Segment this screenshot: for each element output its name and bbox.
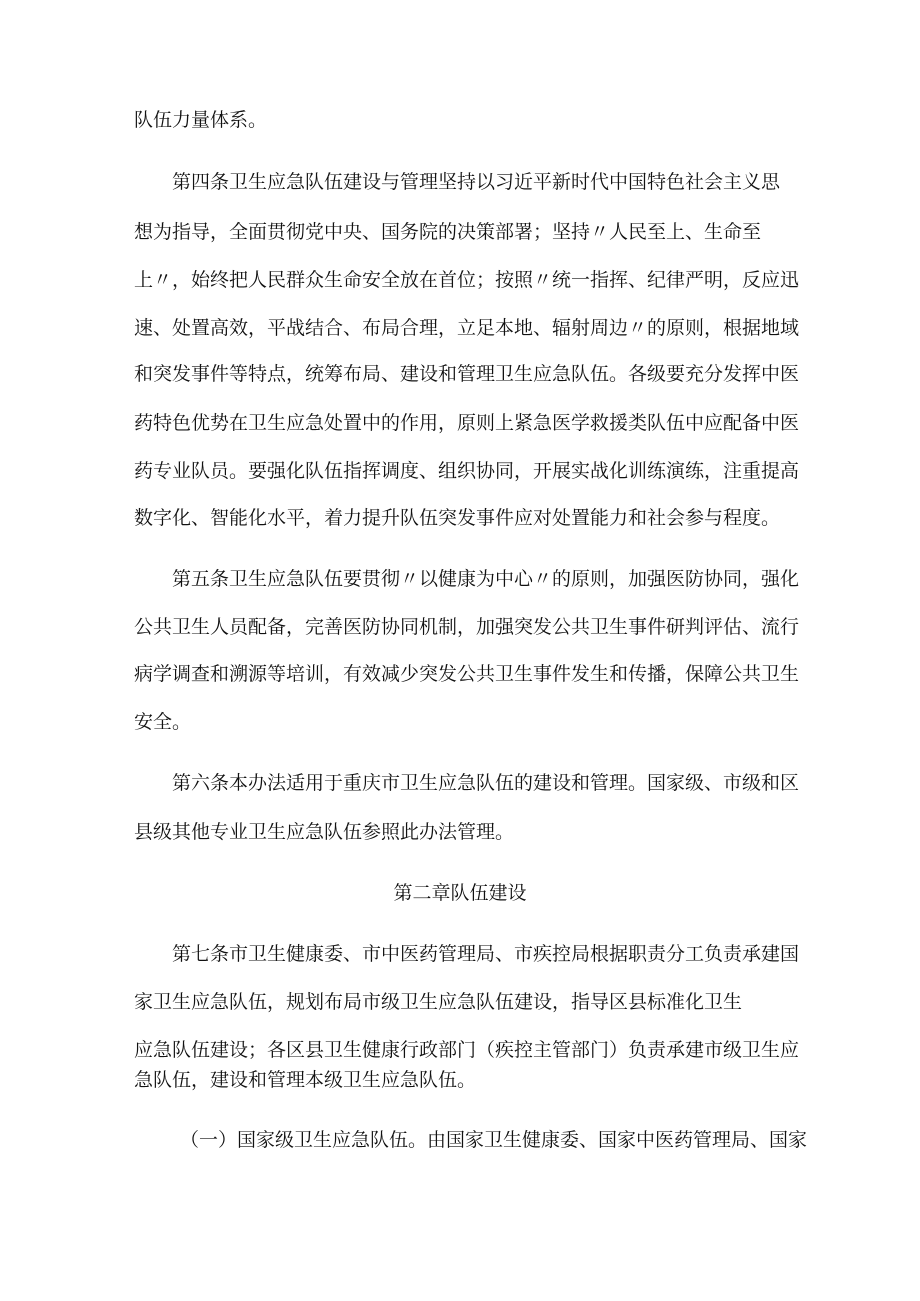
text-line: 病学调查和溯源等培训，有效减少突发公共卫生事件发生和传播，保障公共卫生 <box>134 663 800 685</box>
text-line: 应急队伍建设；各区县卫生健康行政部门（疾控主管部门）负责承建市级卫生应 <box>134 1039 800 1061</box>
text-line: 药专业队员。要强化队伍指挥调度、组织协同，开展实战化训练演练，注重提高 <box>134 460 800 482</box>
text-line: 队伍力量体系。 <box>134 109 268 131</box>
text-line: 县级其他专业卫生应急队伍参照此办法管理。 <box>134 821 515 843</box>
text-line: 数字化、智能化水平，着力提升队伍突发事件应对处置能力和社会参与程度。 <box>134 507 781 529</box>
text-line: 公共卫生人员配备，完善医防协同机制，加强突发公共卫生事件研判评估、流行 <box>134 616 800 638</box>
article-4-line: 第四条卫生应急队伍建设与管理坚持以习近平新时代中国特色社会主义思 <box>172 171 781 193</box>
text-line: 家卫生应急队伍，规划布局市级卫生应急队伍建设，指导区县标准化卫生 <box>134 991 743 1013</box>
article-5-line: 第五条卫生应急队伍要贯彻〃以健康为中心〃的原则，加强医防协同，强化 <box>172 568 800 590</box>
list-item-line: （一）国家级卫生应急队伍。由国家卫生健康委、国家中医药管理局、国家 <box>180 1129 808 1151</box>
text-line: 上〃，始终把人民群众生命安全放在首位；按照〃统一指挥、纪律严明，反应迅 <box>134 269 800 291</box>
text-line: 急队伍，建设和管理本级卫生应急队伍。 <box>134 1069 477 1091</box>
article-7-line: 第七条市卫生健康委、市中医药管理局、市疾控局根据职责分工负责承建国 <box>172 943 800 965</box>
chapter-heading: 第二章队伍建设 <box>393 882 527 904</box>
text-line: 速、处置高效，平战结合、布局合理，立足本地、辐射周边〃的原则，根据地域 <box>134 317 800 339</box>
text-line: 药特色优势在卫生应急处置中的作用，原则上紧急医学救援类队伍中应配备中医 <box>134 412 800 434</box>
text-line: 安全。 <box>134 711 192 733</box>
article-6-line: 第六条本办法适用于重庆市卫生应急队伍的建设和管理。国家级、市级和区 <box>172 772 800 794</box>
text-line: 和突发事件等特点，统筹布局、建设和管理卫生应急队伍。各级要充分发挥中医 <box>134 363 800 385</box>
text-line: 想为指导，全面贯彻党中央、国务院的决策部署；坚持〃人民至上、生命至 <box>134 221 762 243</box>
